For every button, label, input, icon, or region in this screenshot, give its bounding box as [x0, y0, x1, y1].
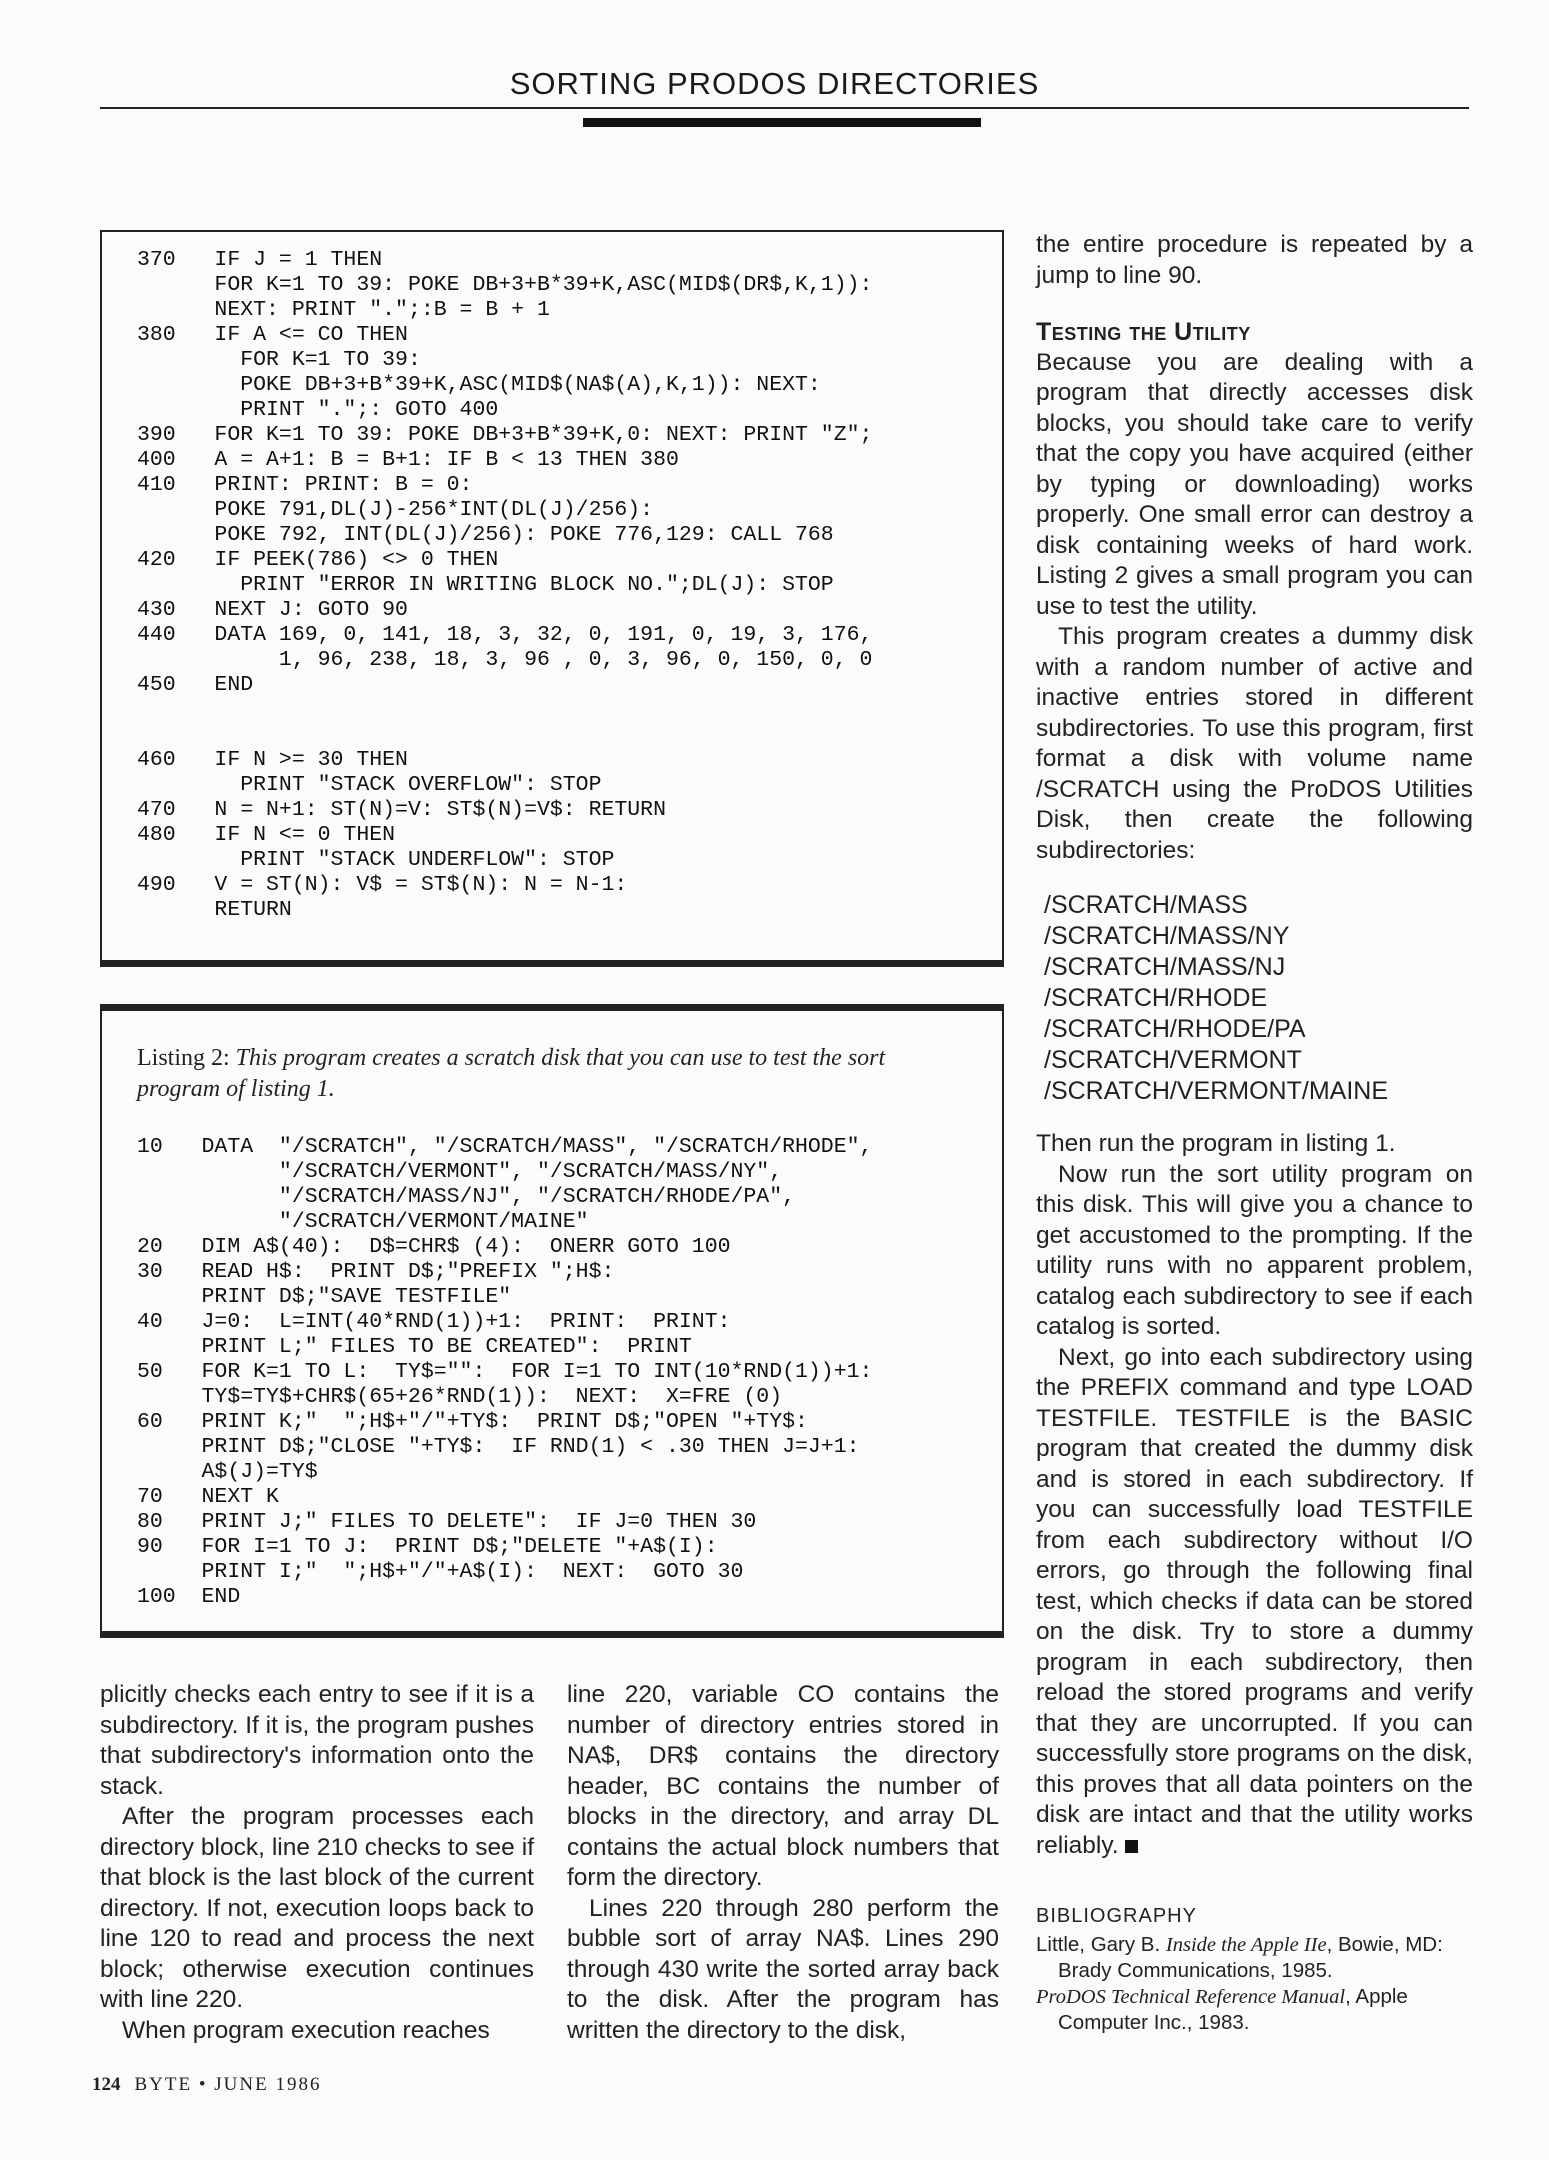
section-heading: Testing the Utility: [1036, 318, 1251, 346]
bib-title: Inside the Apple IIe: [1165, 1934, 1327, 1956]
paragraph: plicitly checks each entry to see if it is a subdirectory. If it is, the program pushes that subdirectory's information onto the stack.: [100, 1681, 534, 1800]
body-column-2: [567, 1680, 999, 2046]
list-item: /SCRATCH/MASS/NJ: [1044, 953, 1286, 981]
list-item: /SCRATCH/MASS/NY: [1044, 922, 1290, 950]
page-footer: [92, 2074, 321, 2096]
paragraph: After the program processes each directory block, line 210 checks to see if that block is the last block of the current directory. If not, execution loops back to line 120 to read and process the next block; otherwise execution continues with line 220.: [100, 1803, 534, 2013]
list-item: /SCRATCH/RHODE: [1044, 984, 1268, 1012]
page-number: 124: [92, 2074, 121, 2095]
bib-details: , Apple Computer Inc., 1983.: [1058, 1985, 1408, 2034]
paragraph: When program execution reaches: [122, 2016, 490, 2044]
paragraph: This program creates a dummy disk with a random number of active and inactive entries stored in different subdirectories. To use this program, first format a disk with volume name /SCRATCH using the ProDOS Utilities Disk, then create the following subdirectories:: [1036, 623, 1473, 864]
bibliography-title: BIBLIOGRAPHY: [1036, 1905, 1197, 1927]
paragraph: Then run the program in listing 1.: [1036, 1130, 1396, 1157]
directory-list: [1044, 890, 1473, 1107]
page-header-title: SORTING PRODOS DIRECTORIES: [509, 66, 1040, 101]
footer-text: BYTE • JUNE 1986: [134, 2074, 322, 2095]
paragraph: [1036, 1343, 1473, 1862]
bib-details: , Bowie, MD: Brady Communications, 1985.: [1058, 1933, 1443, 1982]
listing-1-box: [100, 230, 1004, 967]
bibliography-entry: [1036, 1932, 1473, 1984]
body-column-3: [1036, 230, 1473, 1861]
header-rule: [100, 107, 1469, 109]
list-item: /SCRATCH/RHODE/PA: [1044, 1015, 1306, 1043]
paragraph: the entire procedure is repeated by a jump to line 90.: [1036, 231, 1473, 289]
paragraph: line 220, variable CO contains the number of directory entries stored in NA$, DR$ contains the directory header, BC contains the number of blocks in the directory, and array DL contains the actual block numbers that form the directory.: [567, 1681, 999, 1891]
list-item: /SCRATCH/MASS: [1044, 891, 1248, 919]
listing-2-caption: [137, 1043, 967, 1105]
body-column-1: [100, 1680, 534, 2046]
end-of-article-mark: [1125, 1840, 1138, 1853]
paragraph-text: Next, go into each subdirectory using the PREFIX command and type LOAD TESTFILE. TESTFILE is the BASIC program that created the dummy disk and is stored in each subdirectory. If you can successfully load TESTFILE from each subdirectory without I/O errors, go through the following final test, which checks if data can be stored on the disk. Try to store a dummy program in each subdirectory, then reload the stored programs and verify that they are uncorrupted. If you can successfully store programs on the disk, this proves that all data pointers on the disk are intact and that the utility works reliably.: [1036, 1343, 1473, 1859]
bibliography: [1036, 1905, 1473, 2036]
listing-1-code: 370 IF J = 1 THEN FOR K=1 TO 39: POKE DB+3+B*39+K,ASC(MID$(DR$,K,1)): NEXT: PRINT ".";:B = B + 1 380 IF A <= CO THEN FOR K=1 TO 39: POKE DB+3+B*39+K,ASC(MID$(NA$(A),K,1)): NEXT: PRINT ".";: GOTO 400 390 FOR K=1 TO 39: POKE DB+3+B*39+K,0: NEXT: PRINT "Z"; 400 A = A+1: B = B+1: IF B < 13 THEN 380 410 PRINT: PRINT: B = 0: POKE 791,DL(J)-256*INT(DL(J)/256): POKE 792, INT(DL(J)/256): POKE 776,129: CALL 768 420 IF PEEK(786) <> 0 THEN PRINT "ERROR IN WRITING BLOCK NO.";DL(J): STOP 430 NEXT J: GOTO 90 440 DATA 169, 0, 141, 18, 3, 32, 0, 191, 0, 19, 3, 176, 1, 96, 238, 18, 3, 96 , 0, 3, 96, 0, 150, 0, 0 450 END 460 IF N >= 30 THEN PRINT "STACK OVERFLOW": STOP 470 N = N+1: ST(N)=V: ST$(N)=V$: RETURN 480 IF N <= 0 THEN PRINT "STACK UNDERFLOW": STOP 490 V = ST(N): V$ = ST$(N): N = N-1: RETURN: [137, 248, 873, 922]
paragraph: Lines 220 through 280 perform the bubble sort of array NA$. Lines 290 through 430 write the sorted array back to the disk. After the program has written the directory to the disk,: [567, 1894, 999, 2044]
listing-2-caption-text: This program creates a scratch disk that you can use to test the sort program of listing 1.: [137, 1045, 886, 1102]
list-item: /SCRATCH/VERMONT: [1044, 1046, 1302, 1074]
paragraph: Because you are dealing with a program that directly accesses disk blocks, you should take care to verify that the copy you have acquired (either by typing or downloading) works properly. One small error can destroy a disk containing weeks of hard work. Listing 2 gives a small program you can use to test the utility.: [1036, 348, 1473, 620]
listing-2-box: [100, 1004, 1004, 1638]
bibliography-entry: [1036, 1984, 1473, 2036]
paragraph: Now run the sort utility program on this disk. This will give you a chance to get accustomed to the prompting. If the utility runs with no apparent problem, catalog each subdirectory to see if each catalog is sorted.: [1036, 1160, 1473, 1340]
header-bar: [583, 118, 981, 127]
list-item: /SCRATCH/VERMONT/MAINE: [1044, 1077, 1388, 1105]
listing-2-label: Listing 2:: [137, 1045, 230, 1071]
bib-author: Little, Gary B.: [1036, 1933, 1161, 1956]
bib-title: ProDOS Technical Reference Manual: [1036, 1986, 1346, 2008]
listing-2-code: 10 DATA "/SCRATCH", "/SCRATCH/MASS", "/SCRATCH/RHODE", "/SCRATCH/VERMONT", "/SCRATCH/MASS/NY", "/SCRATCH/MASS/NJ", "/SCRATCH/RHODE/PA", "/SCRATCH/VERMONT/MAINE" 20 DIM A$(40): D$=CHR$ (4): ONERR GOTO 100 30 READ H$: PRINT D$;"PREFIX ";H$: PRINT D$;"SAVE TESTFILE" 40 J=0: L=INT(40*RND(1))+1: PRINT: PRINT: PRINT L;" FILES TO BE CREATED": PRINT 50 FOR K=1 TO L: TY$="": FOR I=1 TO INT(10*RND(1))+1: TY$=TY$+CHR$(65+26*RND(1)): NEXT: X=FRE (0) 60 PRINT K;" ";H$+"/"+TY$: PRINT D$;"OPEN "+TY$: PRINT D$;"CLOSE "+TY$: IF RND(1) < .30 THEN J=J+1: A$(J)=TY$ 70 NEXT K 80 PRINT J;" FILES TO DELETE": IF J=0 THEN 30 90 FOR I=1 TO J: PRINT D$;"DELETE "+A$(I): PRINT I;" ";H$+"/"+A$(I): NEXT: GOTO 30 100 END: [137, 1135, 873, 1609]
